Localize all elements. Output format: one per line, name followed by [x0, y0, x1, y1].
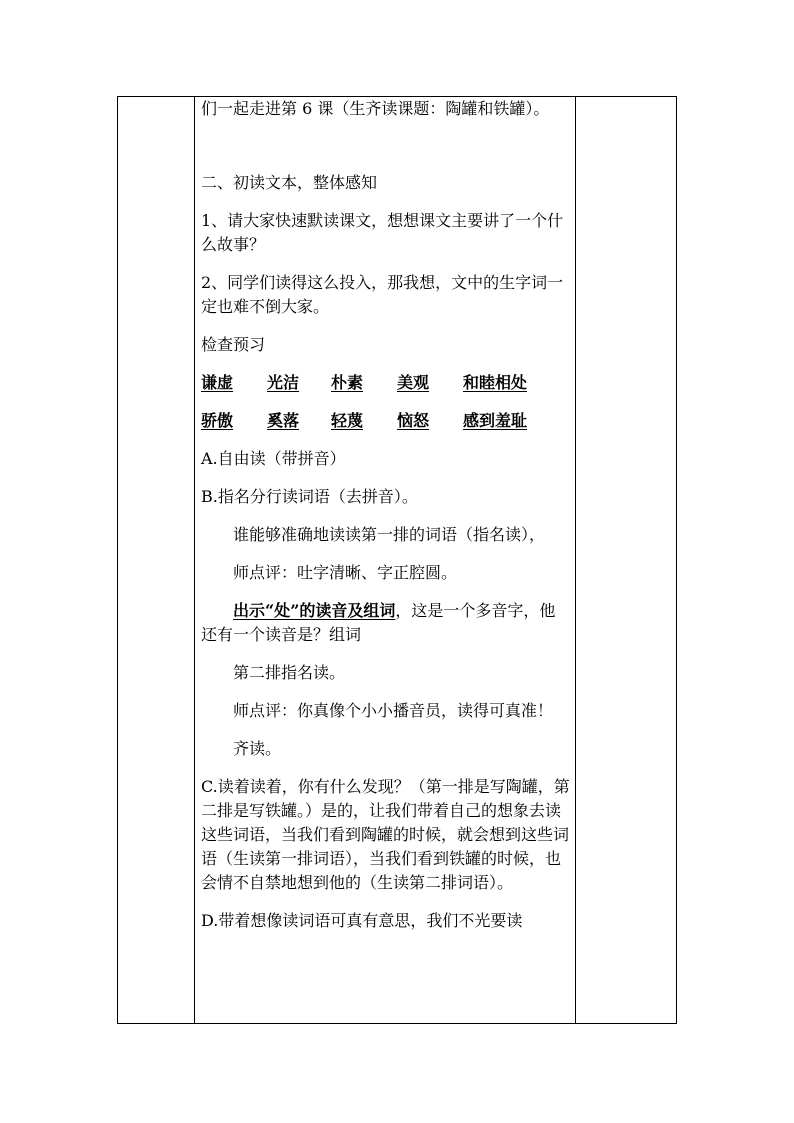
word: 光洁	[267, 373, 300, 392]
word: 轻蔑	[331, 411, 364, 430]
word: 朴素	[331, 373, 364, 392]
word: 感到羞耻	[463, 411, 528, 430]
content-cell	[195, 97, 576, 1024]
step-b1: 谁能够准确地读读第一排的词语（指名读），	[233, 525, 546, 544]
step-c: C.读着读着，你有什么发现？（第一排是写陶罐，第二排是写铁罐。）是的，让我们带着自己的想象去读这些词语，当我们看到陶罐的时候，就会想到这些词语（生读第一排词语），当我们看到铁罐的时候，也会情不自禁地想到他的（生读第二排词语）。	[201, 777, 570, 892]
lesson-content	[195, 97, 575, 933]
word: 和睦相处	[463, 373, 528, 392]
step-d: D.带着想像读词语可真有意思，我们不光要读	[201, 911, 523, 930]
step-b3-rest: ，这是一个多音字，他还有一个读音是？组词	[201, 601, 556, 644]
word: 骄傲	[201, 411, 234, 430]
step-b3	[201, 599, 571, 647]
question-1: 1、请大家快速默读课文，想想课文主要讲了一个什么故事？	[201, 211, 564, 254]
word: 奚落	[267, 411, 300, 430]
section-heading: 二、初读文本，整体感知	[201, 173, 378, 192]
left-column-cell	[118, 97, 195, 1024]
intro-text: 们一起走进第 6 课（生齐读课题：陶罐和铁罐）。	[201, 99, 550, 118]
preview-label: 检查预习	[201, 335, 266, 354]
step-b3-emphasis: 出示“处”的读音及组词	[233, 601, 396, 620]
step-a: A.自由读（带拼音）	[201, 449, 346, 468]
right-column-cell	[576, 97, 677, 1024]
step-b: B.指名分行读词语（去拼音）。	[201, 487, 418, 506]
word: 恼怒	[397, 411, 430, 430]
question-2: 2、同学们读得这么投入，那我想，文中的生字词一定也难不倒大家。	[201, 273, 564, 316]
lesson-table	[117, 96, 677, 1024]
word-row-1	[201, 371, 571, 395]
step-b6: 齐读。	[233, 739, 282, 758]
step-b4: 第二排指名读。	[233, 663, 346, 682]
word: 谦虚	[201, 373, 234, 392]
word-row-2	[201, 409, 571, 433]
step-b2: 师点评：吐字清晰、字正腔圆。	[233, 563, 458, 582]
word: 美观	[397, 373, 430, 392]
step-b5: 师点评：你真像个小小播音员，读得可真准！	[233, 701, 554, 720]
